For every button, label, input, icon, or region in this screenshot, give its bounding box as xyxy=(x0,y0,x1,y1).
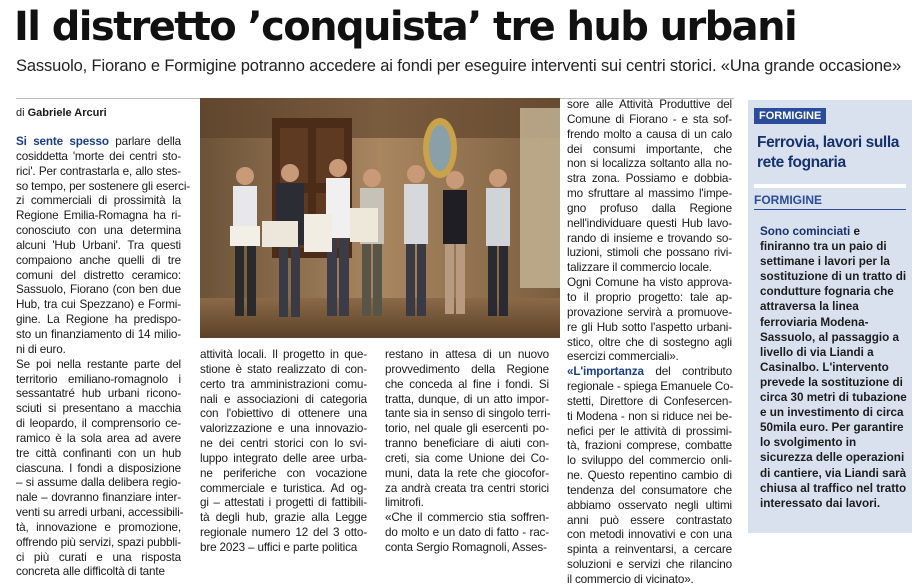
text-line: venti su arredi urbani, accessibili- xyxy=(16,506,184,520)
byline-author: Gabriele Arcuri xyxy=(27,107,107,119)
text-line: sore alle Attività Produttive del xyxy=(567,98,732,111)
column-2 xyxy=(200,348,367,556)
text-line: stione è stato realizzato di con- xyxy=(200,362,367,376)
text-line: restano in attesa di un nuovo xyxy=(385,348,549,361)
text-line: tà degli hub, grazie alla Legge xyxy=(200,511,367,525)
text-line xyxy=(567,365,732,380)
text-line: provazione servirà a promuove- xyxy=(567,305,732,319)
text-line: con metodi innovativi e con una xyxy=(567,528,732,542)
lead-phrase: Si sente spesso xyxy=(16,135,109,148)
lead-phrase: «L'importanza xyxy=(567,365,644,379)
text-line: tendenza del consumatore che xyxy=(567,483,732,497)
text-line: di leopardo, il comprensorio ce- xyxy=(16,417,181,431)
text-line: do molto e un dato di fatto - rac- xyxy=(385,526,549,540)
text-line: regionale numero 12 del 3 otto- xyxy=(200,526,367,540)
text-line: conta Sergio Romagnoli, Asses- xyxy=(385,540,547,554)
column-1 xyxy=(16,135,191,580)
text-line: so tempo, per sostenere gli eserci- xyxy=(16,179,191,193)
text-line: bre 2023 – uffici e parte politica xyxy=(200,540,358,554)
group-photo-image xyxy=(200,98,560,338)
text-line: rando di insieme e trovando so- xyxy=(567,231,732,245)
text-line: gine. La Regione ha predispo- xyxy=(16,313,181,327)
text-line: – si assume dalla delibera regio- xyxy=(16,476,181,490)
text-line: ti Modena - non si riduce nei be- xyxy=(567,409,732,423)
article-photo xyxy=(200,98,560,338)
text-line: nale – dovranno finanziare inter- xyxy=(16,491,181,505)
text-line: tre città confinanti con un hub xyxy=(16,446,181,460)
text-line: re gli Hub sotto l'aspetto urbani- xyxy=(567,320,732,334)
text-line: Sassuolo, Fiorano (con ben due xyxy=(16,283,181,297)
text-line: muni, data la rete che giocofor- xyxy=(385,466,549,480)
text-line: spinta a reinventarsi, a cercare xyxy=(567,543,732,557)
text-line: luppo integrato delle aree urba- xyxy=(200,451,367,465)
text-line: mo sfruttare al massimo l'impe- xyxy=(567,187,732,201)
sidebar-box xyxy=(748,100,912,533)
text-line: to il proprio progetto: tale ap- xyxy=(567,290,732,304)
text-line: con l'obiettivo di ottenere una xyxy=(200,407,367,421)
text-line: tante sia in senso di singolo terri- xyxy=(385,407,551,421)
text-line: limitrofi. xyxy=(385,496,424,510)
sidebar-tag: FORMIGINE xyxy=(754,108,826,124)
text-line: luzioni, stimoli che possano rivi- xyxy=(567,246,732,260)
sidebar-separator xyxy=(754,184,906,188)
sidebar-body xyxy=(760,224,908,511)
text-line: torio, nel quale gli esercenti po- xyxy=(385,422,549,436)
text-line: gi – attestati i progetti di fattibili- xyxy=(200,496,367,510)
text-line: ne dei centri storici con lo svi- xyxy=(200,437,367,451)
text-line: za andrà creata tra centri storici xyxy=(385,481,549,495)
byline-prefix: di xyxy=(16,107,25,119)
sidebar-text: e finiranno tra un paio di settimane i lavori per la sostituzione di un tratto di condutture fognaria che attraversa la linea ferroviaria Modena-Sassuolo, al passaggio a livello di via Liandi a Casinalbo. L'intervento prevede la sostituzione di circa 30 metri di tubazione e un investimento di circa 50mila euro. Per garantire lo svolgimento in sicurezza delle operazioni di cantiere, via Liandi sarà chiusa al traffico nel tratto interessato dai lavori. xyxy=(760,225,907,510)
text-line: stra zona. Possiamo e dobbia- xyxy=(567,172,732,186)
text-line: territorio emiliano-romagnolo i xyxy=(16,372,181,386)
text-line: «Che il commercio stia soffren- xyxy=(385,511,549,525)
byline xyxy=(16,106,107,120)
text-line: stico, oltre che di sostegno agli xyxy=(567,335,732,349)
text-line: ramico è la sola area ad avere xyxy=(16,431,181,445)
sidebar-section-rule xyxy=(754,209,906,210)
text-line: tranno beneficiare di aiuti con- xyxy=(385,437,549,451)
text-line: abbiamo osservato negli ultimi xyxy=(567,498,732,512)
text-line: il commercio di vicinato». xyxy=(567,573,694,586)
text-line: comuni del distretto ceramico: xyxy=(16,268,181,282)
text-line: sciuti si presentano a macchia xyxy=(16,402,181,416)
text-line-rest: parlare della xyxy=(108,135,181,148)
text-line: talizzare il commercio locale. xyxy=(567,261,712,275)
text-line: non si localizza soltanto alla no- xyxy=(567,157,732,171)
text-line: Se poi nella restante parte del xyxy=(16,357,181,371)
text-line: regionale - spiega Emanuele Co- xyxy=(567,380,734,394)
text-line: creti, sia come Unione dei Co- xyxy=(385,451,549,465)
text-line: compaiono anche quelli di tre xyxy=(16,253,181,267)
text-line: nali e associazioni di categoria xyxy=(200,392,367,406)
subtitle: Sassuolo, Fiorano e Formigine potranno accedere ai fondi per eseguire interventi sui centri storici. «Una grande occasione» xyxy=(16,57,901,75)
text-line: nell'individuare questi Hub lavo- xyxy=(567,216,732,230)
column-3 xyxy=(385,348,549,556)
text-line: anni può essere contrastato xyxy=(567,513,732,527)
text-line: sessantatré hub urbani ricono- xyxy=(16,387,181,401)
text-line: cosiddetta 'morte dei centri sto- xyxy=(16,149,181,163)
text-line: Comune di Fiorano - e sta sof- xyxy=(567,112,732,126)
text-line: conosciuto con una determina xyxy=(16,224,181,238)
text-line: soluzioni e servizi che rilancino xyxy=(567,558,732,572)
text-line: nefici per le attività di prossimi- xyxy=(567,424,732,438)
text-line: attività locali. Il progetto in que- xyxy=(200,348,367,361)
sidebar-section-label: FORMIGINE xyxy=(754,193,822,207)
text-line: lo sviluppo del commercio onli- xyxy=(567,454,732,468)
text-line: ci più curati e una risposta xyxy=(16,550,181,564)
text-line: ne periferiche con vocazione xyxy=(200,466,367,480)
text-line: certo tra amministrazioni comu- xyxy=(200,377,367,391)
text-line: Regione Emilia-Romagna ha ri- xyxy=(16,209,181,223)
text-line: Ogni Comune ha visto approva- xyxy=(567,276,732,290)
text-line: che conceda al fine i fondi. Si xyxy=(385,377,549,391)
headline: Il distretto ’conquista’ tre hub urbani xyxy=(14,4,797,50)
text-line: zi commerciali di prossimità la xyxy=(16,194,181,208)
text-line xyxy=(16,135,181,150)
sidebar-title: Ferrovia, lavori sulla rete fognaria xyxy=(757,134,899,171)
text-line: offrendo più servizi, spazi pubbli- xyxy=(16,535,181,549)
text-line: esercizi commerciali». xyxy=(567,350,679,364)
text-line: concreta alle difficoltà di tante xyxy=(16,565,165,579)
sidebar-lead: Sono cominciati xyxy=(760,225,851,238)
text-line-rest: del contributo xyxy=(643,365,732,379)
text-line: ni di euro. xyxy=(16,342,66,356)
text-line: commerciale e turistica. Ad og- xyxy=(200,481,367,495)
text-line: rici'. Per contrastarla e, allo stes- xyxy=(16,164,181,178)
text-line: dei consumi importante, che xyxy=(567,142,732,156)
text-line: gno profuso dalla Regione xyxy=(567,201,732,215)
text-line: Hub, tra cui Spezzano) e Formi- xyxy=(16,298,181,312)
text-line: alcuni 'Hub Urbani'. Tra questi xyxy=(16,238,181,252)
text-line: stetti, Direttore di Confesercen- xyxy=(567,394,732,408)
text-line: frendo molto a causa di un calo xyxy=(567,127,732,141)
text-line: tà, innovazione e promozione, xyxy=(16,520,181,534)
text-line: tratta, dunque, di un atto impor- xyxy=(385,392,549,406)
column-4 xyxy=(567,98,732,588)
text-line: provvedimento della Regione xyxy=(385,362,549,376)
text-line: ciascuna. I fondi a disposizione xyxy=(16,461,181,475)
text-line: sto un finanziamento di 14 milio- xyxy=(16,327,181,341)
text-line: valorizzazione e una innovazio- xyxy=(200,422,367,436)
text-line: ne. Questo repentino cambio di xyxy=(567,469,732,483)
text-line: tà, frazioni comprese, combatte xyxy=(567,439,732,453)
